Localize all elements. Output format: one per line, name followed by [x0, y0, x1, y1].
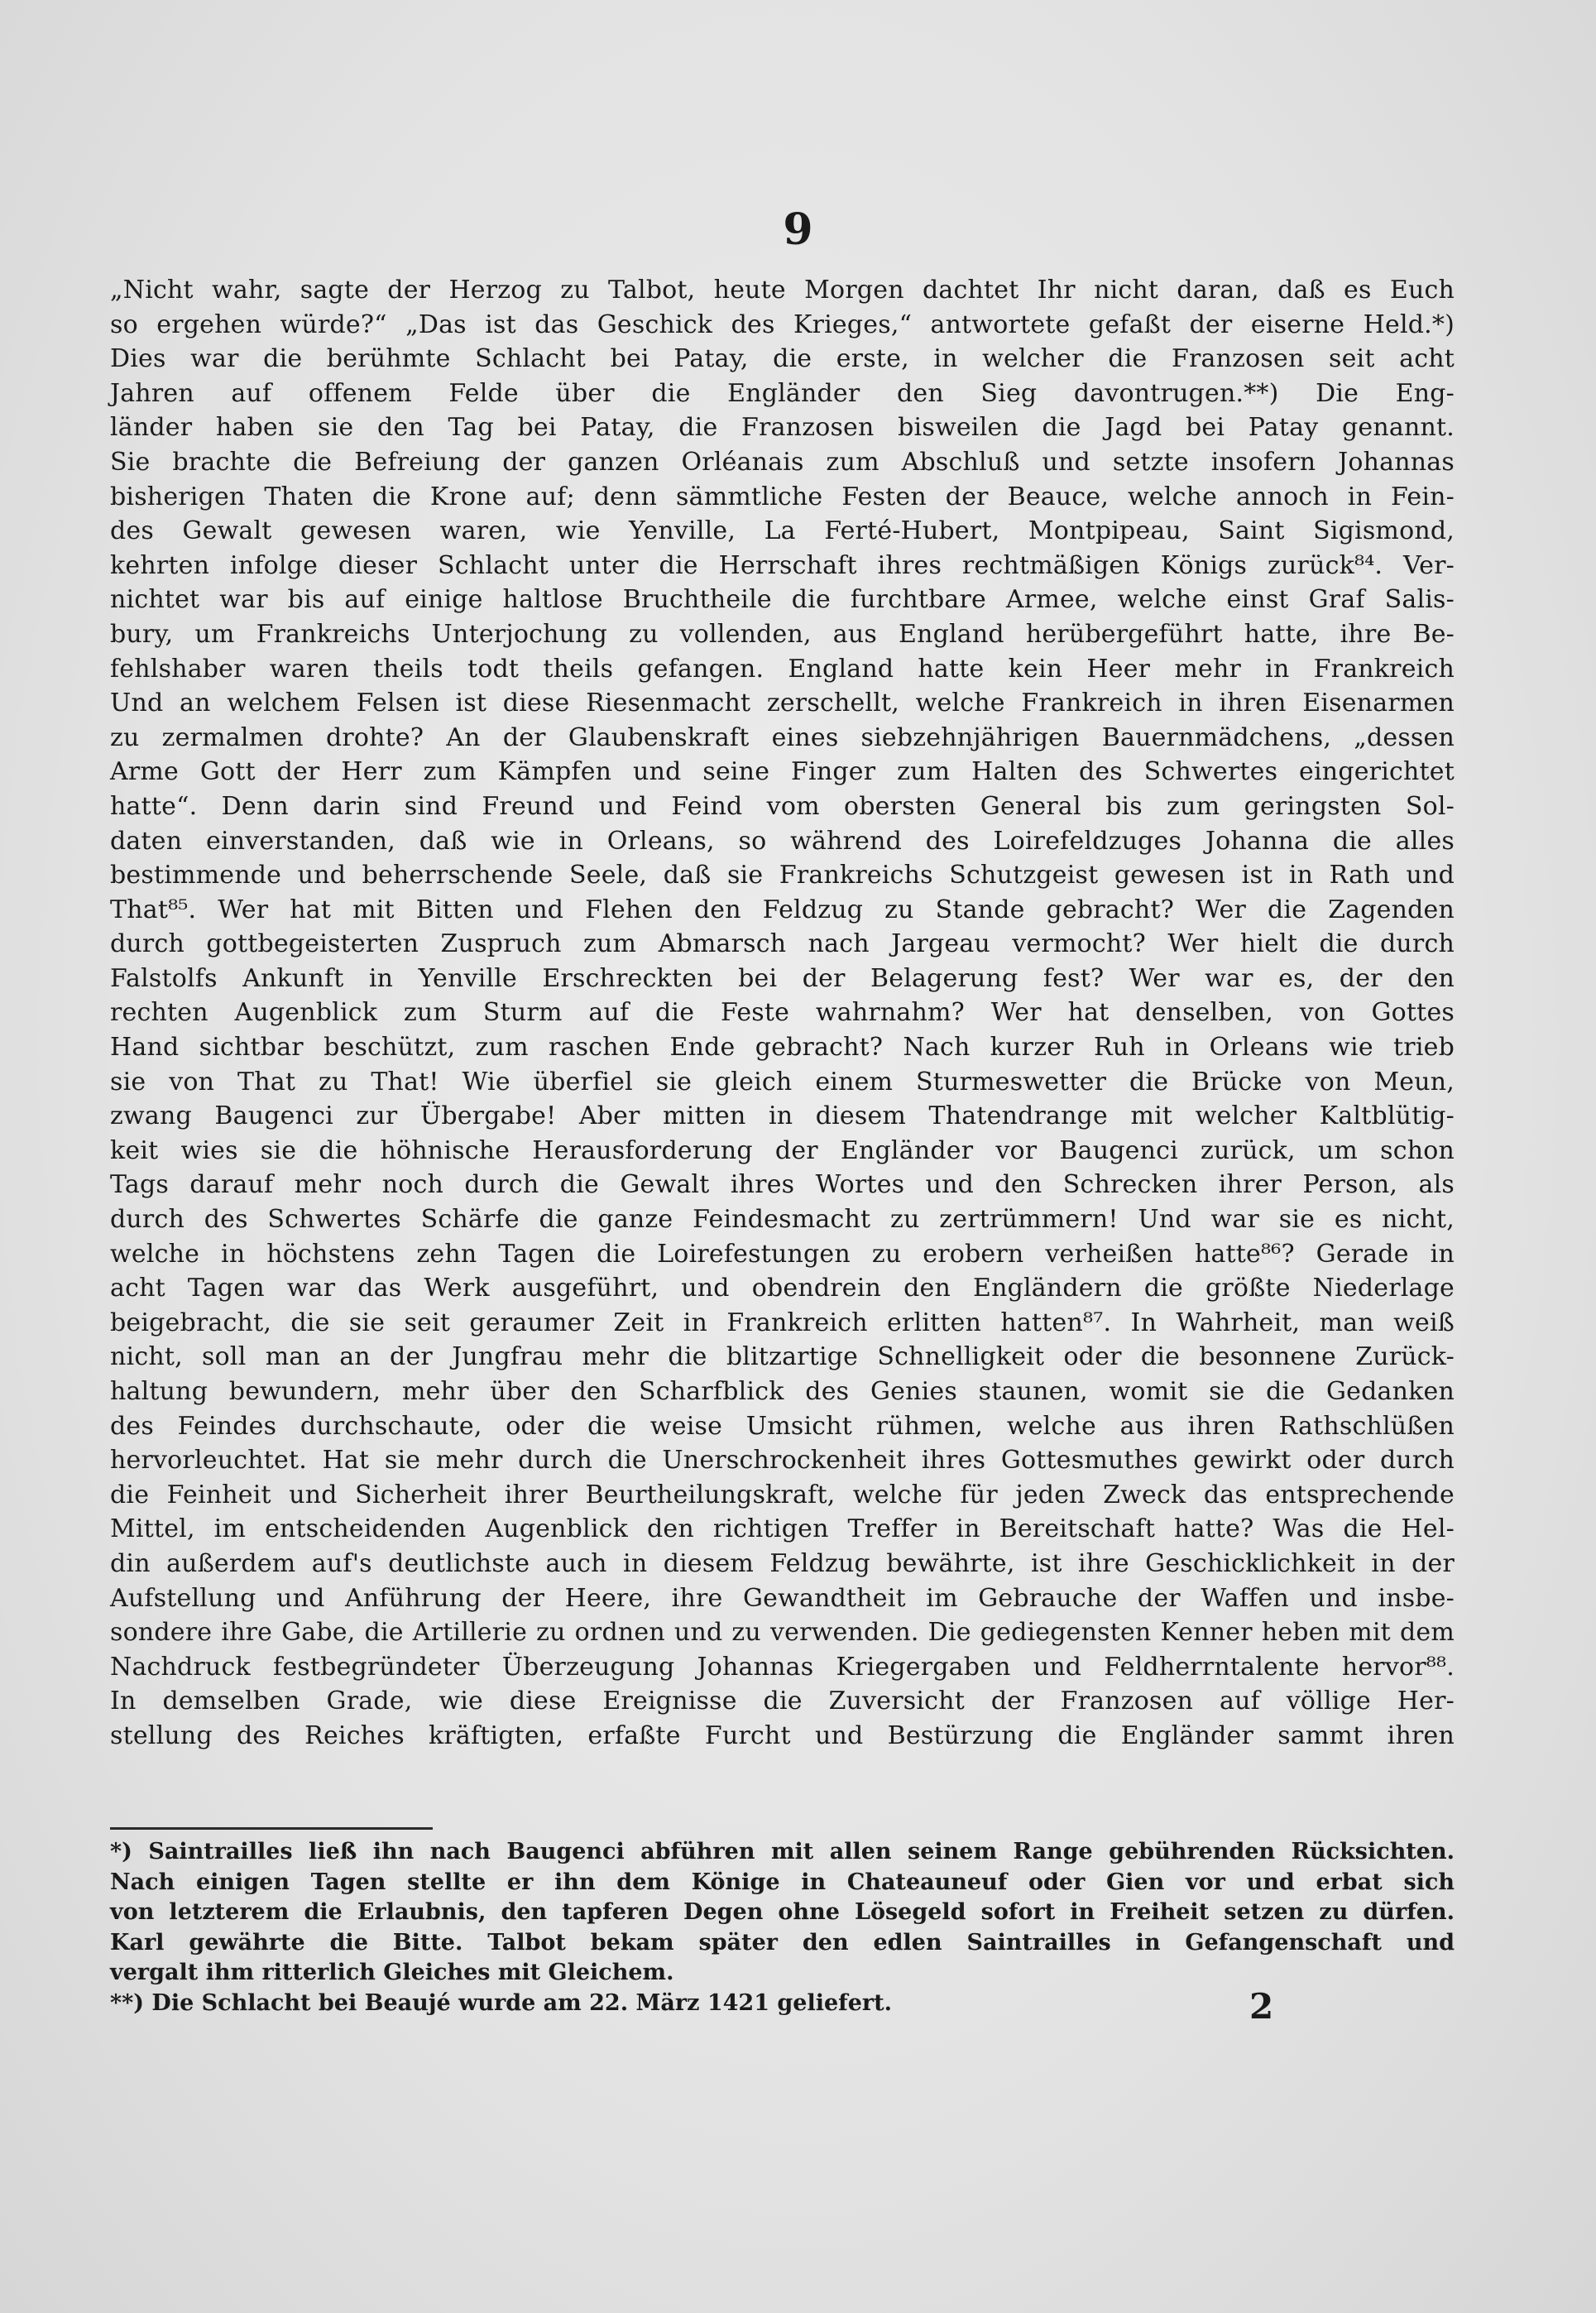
text-line: hatte“. Denn darin sind Freund und Feind vom obersten General bis zum geringsten Sol-: [110, 791, 1455, 821]
footnote-line: vergalt ihm ritterlich Gleiches mit Gleichem.: [110, 1960, 674, 1985]
text-line: That⁸⁵. Wer hat mit Bitten und Flehen den Feldzug zu Stande gebracht? Wer die Zagenden: [110, 895, 1455, 924]
footnote-line: *) Saintrailles ließ ihn nach Baugenci abführen mit allen seinem Range gebührenden Rücksichten.: [110, 1839, 1455, 1864]
text-line: zwang Baugenci zur Übergabe! Aber mitten in diesem Thatendrange mit welcher Kaltblütig-: [110, 1101, 1455, 1131]
main-text: [110, 273, 1455, 1754]
signature-mark: 2: [1249, 1986, 1274, 2027]
text-line: fehlshaber waren theils todt theils gefangen. England hatte kein Heer mehr in Frankreich: [110, 654, 1455, 684]
footnote-line: **) Die Schlacht bei Beaujé wurde am 22. März 1421 geliefert.: [110, 1989, 893, 2016]
text-line: Und an welchem Felsen ist diese Riesenmacht zerschellt, welche Frankreich in ihren Eisenarmen: [110, 689, 1455, 718]
text-line: Tags darauf mehr noch durch die Gewalt ihres Wortes und den Schrecken ihrer Person, als: [110, 1170, 1455, 1200]
footnote-line: Karl gewährte die Bitte. Talbot bekam später den edlen Saintrailles in Gefangenschaft und: [110, 1929, 1455, 1955]
text-line: Nachdruck festbegründeter Überzeugung Johannas Kriegergaben und Feldherrntalente hervor⁸⁸.: [110, 1652, 1455, 1682]
footnote-line: Nach einigen Tagen stellte er ihn dem Könige in Chateauneuf oder Gien vor und erbat sich: [110, 1869, 1455, 1895]
text-line: Arme Gott der Herr zum Kämpfen und seine Finger zum Halten des Schwertes eingerichtet: [110, 757, 1455, 787]
text-line: die Feinheit und Sicherheit ihrer Beurtheilungskraft, welche für jeden Zweck das entsprechende: [110, 1480, 1455, 1509]
text-line: rechten Augenblick zum Sturm auf die Feste wahrnahm? Wer hat denselben, von Gottes: [110, 998, 1455, 1028]
text-line: haltung bewundern, mehr über den Scharfblick des Genies staunen, womit sie die Gedanken: [110, 1377, 1455, 1406]
text-line: beigebracht, die sie seit geraumer Zeit in Frankreich erlitten hatten⁸⁷. In Wahrheit, man weiß: [110, 1308, 1455, 1337]
text-line: In demselben Grade, wie diese Ereignisse die Zuversicht der Franzosen auf völlige Her-: [110, 1687, 1455, 1716]
text-line: des Gewalt gewesen waren, wie Yenville, La Ferté-Hubert, Montpipeau, Saint Sigismond,: [110, 516, 1455, 546]
text-line: bisherigen Thaten die Krone auf; denn sämmtliche Festen der Beauce, welche annoch in Fein-: [110, 482, 1455, 511]
text-line: länder haben sie den Tag bei Patay, die Franzosen bisweilen die Jagd bei Patay genannt.: [110, 413, 1455, 443]
text-line: Falstolfs Ankunft in Yenville Erschreckten bei der Belagerung fest? Wer war es, der den: [110, 963, 1455, 993]
footnote-divider: [110, 1827, 433, 1830]
text-line: daten einverstanden, daß wie in Orleans, so während des Loirefeldzuges Johanna die alles: [110, 826, 1455, 856]
text-line: acht Tagen war das Werk ausgeführt, und obendrein den Engländern die größte Niederlage: [110, 1274, 1455, 1303]
text-line: Aufstellung und Anführung der Heere, ihre Gewandtheit im Gebrauche der Waffen und insbe-: [110, 1583, 1455, 1613]
text-line: stellung des Reiches kräftigten, erfaßte Furcht und Bestürzung die Engländer sammt ihren: [110, 1720, 1455, 1750]
text-line: kehrten infolge dieser Schlacht unter die Herrschaft ihres rechtmäßigen Königs zurück⁸⁴. Ver-: [110, 550, 1455, 580]
text-line: keit wies sie die höhnische Herausforderung der Engländer vor Baugenci zurück, um schon: [110, 1135, 1455, 1165]
text-line: durch gottbegeisterten Zuspruch zum Abmarsch nach Jargeau vermocht? Wer hielt die durch: [110, 929, 1455, 959]
text-line: din außerdem auf's deutlichste auch in diesem Feldzug bewährte, ist ihre Geschicklichkeit in der: [110, 1548, 1455, 1578]
text-line: welche in höchstens zehn Tagen die Loirefestungen zu erobern verheißen hatte⁸⁶? Gerade in: [110, 1239, 1455, 1269]
text-line: so ergehen würde?“ „Das ist das Geschick des Krieges,“ antwortete gefaßt der eiserne Held.*): [110, 310, 1455, 339]
text-line: bestimmende und beherrschende Seele, daß sie Frankreichs Schutzgeist gewesen ist in Rath und: [110, 861, 1455, 890]
text-line: durch des Schwertes Schärfe die ganze Feindesmacht zu zertrümmern! Und war sie es nicht,: [110, 1205, 1455, 1235]
text-line: des Feindes durchschaute, oder die weise Umsicht rühmen, welche aus ihren Rathschlüßen: [110, 1411, 1455, 1441]
text-line: Hand sichtbar beschützt, zum raschen Ende gebracht? Nach kurzer Ruh in Orleans wie trieb: [110, 1033, 1455, 1063]
footnote-line: von letzterem die Erlaubnis, den tapferen Degen ohne Lösegeld sofort in Freiheit setzen zu dürfen.: [110, 1899, 1455, 1925]
text-line: nichtet war bis auf einige haltlose Bruchtheile die furchtbare Armee, welche einst Graf Salis-: [110, 585, 1455, 615]
text-line: Mittel, im entscheidenden Augenblick den richtigen Treffer in Bereitschaft hatte? Was die Hel-: [110, 1514, 1455, 1544]
text-line: sondere ihre Gabe, die Artillerie zu ordnen und zu verwenden. Die gediegensten Kenner heben mit dem: [110, 1618, 1455, 1648]
text-line: „Nicht wahr, sagte der Herzog zu Talbot, heute Morgen dachtet Ihr nicht daran, daß es Euch: [110, 276, 1455, 305]
text-line: Sie brachte die Befreiung der ganzen Orléanais zum Abschluß und setzte insofern Johannas: [110, 447, 1455, 477]
text-line: Jahren auf offenem Felde über die Engländer den Sieg davontrugen.**) Die Eng-: [110, 378, 1455, 408]
page-number: 9: [783, 204, 813, 255]
text-line: bury, um Frankreichs Unterjochung zu vollenden, aus England herübergeführt hatte, ihre Be-: [110, 619, 1455, 649]
text-line: hervorleuchtet. Hat sie mehr durch die Unerschrockenheit ihres Gottesmuthes gewirkt oder durch: [110, 1446, 1455, 1476]
text-line: nicht, soll man an der Jungfrau mehr die blitzartige Schnelligkeit oder die besonnene Zurück-: [110, 1342, 1455, 1372]
text-line: Dies war die berühmte Schlacht bei Patay, die erste, in welcher die Franzosen seit acht: [110, 344, 1455, 374]
text-line: sie von That zu That! Wie überfiel sie gleich einem Sturmeswetter die Brücke von Meun,: [110, 1067, 1455, 1097]
text-line: zu zermalmen drohte? An der Glaubenskraft eines siebzehnjährigen Bauernmädchens, „dessen: [110, 722, 1455, 752]
